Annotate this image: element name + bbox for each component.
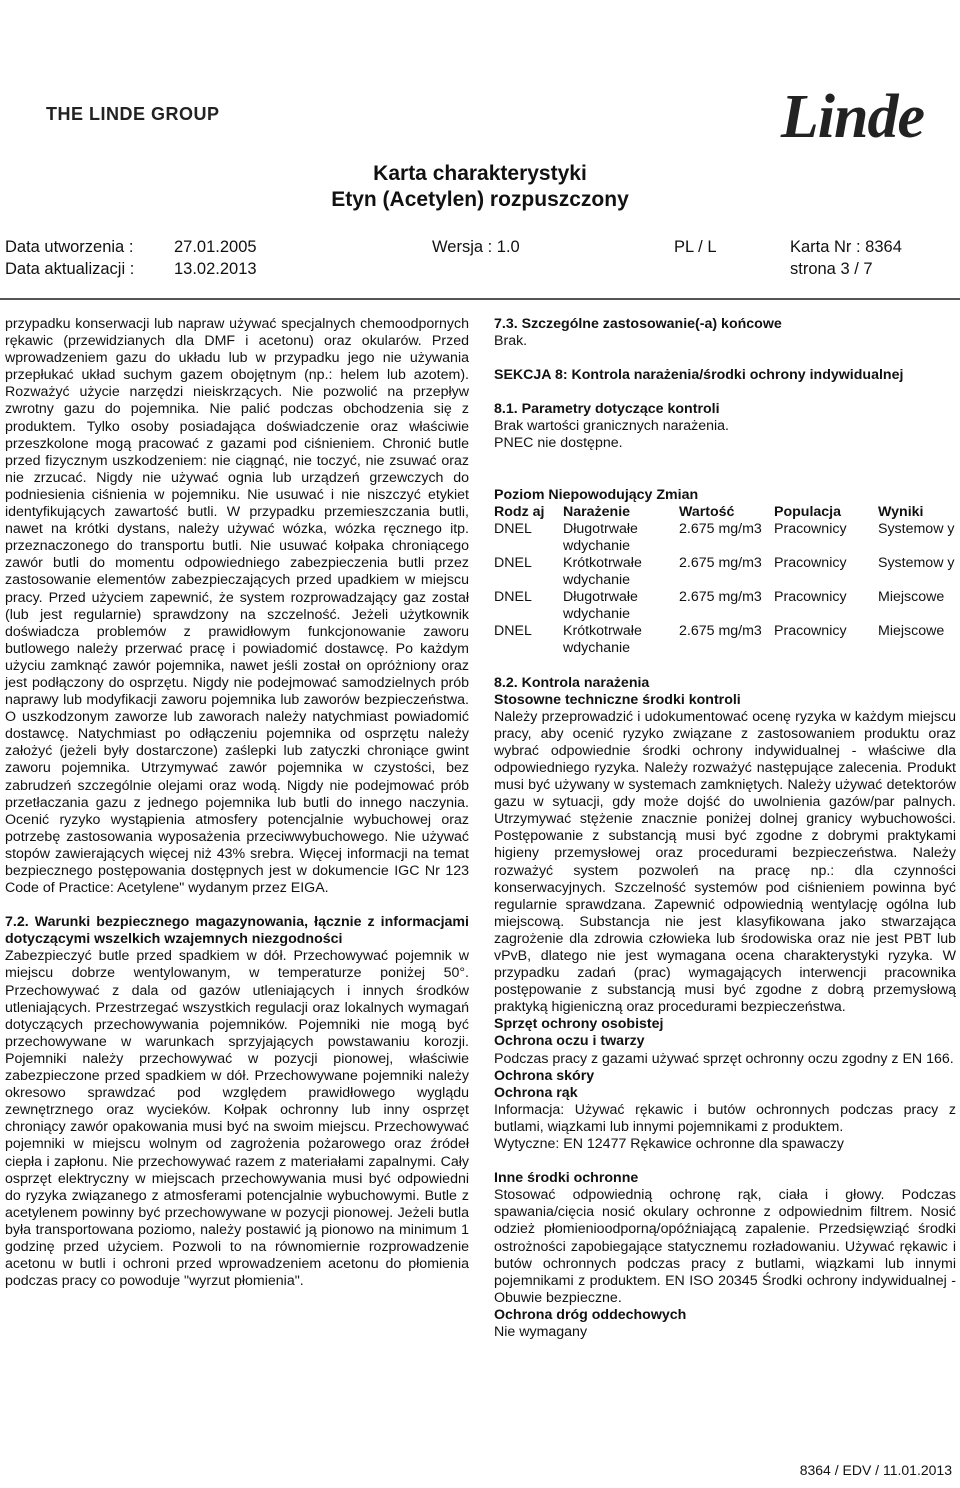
table-header-cell: Rodz aj [494,503,545,520]
table-cell: Pracownicy [774,520,847,537]
section-8-heading: SEKCJA 8: Kontrola narażenia/środki ochrony indywidualnej [494,367,904,384]
updated-label: Data aktualizacji : [5,260,135,278]
table-cell: Pracownicy [774,554,847,571]
created-label: Data utworzenia : [5,238,134,256]
hand-protection-guideline: Wytyczne: EN 12477 Rękawice ochronne dla spawaczy [494,1136,845,1153]
table-cell: Krótkotrwałe wdychanie [563,623,642,657]
table-row [494,589,956,623]
left-column [5,316,469,1290]
table-cell: Systemow y [878,520,955,537]
dnel-table-title: Poziom Niepowodujący Zmian [494,486,699,503]
table-cell: Długotrwałe wdychanie [563,589,638,623]
other-protection-heading: Inne środki ochronne [494,1170,639,1187]
table-cell: Miejscowe [878,589,945,606]
table-header-row [494,504,956,521]
created-value: 27.01.2005 [174,238,257,256]
updated-value: 13.02.2013 [174,260,257,278]
table-cell: Miejscowe [878,623,945,640]
other-protection-text: Stosować odpowiednią ochronę rąk, ciała i głowy. Podczas spawania/cięcia nosić okulary ochronne z odpowiednim filtrem. Nosić odzież płomienioodporną/opóźniającą zapalenie. Przedsięwziąć środki ostrożności zapobiegające statycznemu rozładowaniu. Używać rękawic i butów ochronnych podczas pracy z butlami, wiązkami lub innymi pojemnikami z produktem. EN ISO 20345 Środki ochrony indywidualnej - Obuwie bezpieczne. [494,1187,956,1306]
storage-paragraph: Zabezpieczyć butle przed spadkiem w dół. Przechowywać pojemnik w miejscu dobrze wentylowanym, w temperaturze poniżej 50°. Przechowywać z dala od gazów utleniających i innych środków utleniających. Przestrzegać wszystkich regulacji oraz lokalnych wymagań dotyczących przechowywania pojemników. Pojemniki nie mogą być przechowywane w warunkach sprzyjających powstawaniu korozji. Pojemniki należy przechowywać w pozycji pionowej, właściwie zabezpieczone przed spadkiem w dół. Przechowywane pojemniki należy okresowo sprawdzać pod względem prawidłowego wyglądu zewnętrznego oraz wycieków. Kołpak ochronny lub inny osprzęt chroniący zawór opakowania musi być na swoim miejscu. Przechowywać pojemniki w miejscu wolnym od zagrożenia pożarowego oraz źródeł ciepła i zapłonu. Nie przechowywać razem z materiałami zapalnymi. Cały osprzęt elektryczny w miejscach przechowywania musi być odpowiedni do ryzyka związanego z atmosferami potencjalnie wybuchowymi. Butle z acetylenem powinny być przechowywane w pozycji pionowej. Jeżeli butla była transportowana poziomo, należy postawić ją pionowo na minimum 1 godzinę przed użyciem. Pozwoli to na równomiernie rozprowadzenie acetonu w butli i ochroni przed wprowadzeniem acetonu do płomienia podczas pracy co powoduje "wyrzut płomienia". [5,948,469,1290]
table-cell: DNEL [494,589,532,606]
handling-paragraph: przypadku konserwacji lub napraw używać specjalnych chemoodpornych rękawic (przewidzianych dla DMF i acetonu) oraz okularów. Przed wprowadzeniem gazu do układu lub w przypadku jego nie używania przepłukać układ suchym gazem obojętnym (np.: helem lub azotem). Rozważyć użycie narzędzi nieiskrzących. Nie pozwolić na przepływ zwrotny gazu do pojemnika. Nie palić podczas obchodzenia się z produktem. Tylko osoby posiadająca doświadczenie oraz właściwie przeszkolone mogą pracować z gazami pod ciśnieniem. Chronić butle przed fizycznym uszkodzeniem: nie ciągnąć, nie toczyć, nie zsuwać oraz nie zrzucać. Nigdy nie używać ognia lub urządzeń grzewczych do podniesienia ciśnienia w pojemniku. Nie usuwać i nie niszczyć etykiet identyfikujących zawartość butli. W przypadku przemieszczania butli, nawet na krótki dystans, należy używać wózka, wózka ręcznego itp. przeznaczonego do transportu butli. Nie usuwać kołpaka chroniącego zawór butli do momentu odpowiedniego zabezpieczenia butli przez zastosowanie elementów zabezpieczających przed upadkiem w miejscu pracy. Przed użyciem zapewnić, że system rozprowadzający gaz został (lub jest regularnie) sprawdzony na szczelność. Jeżeli użytkownik doświadcza problemów z prawidłowym funkcjonowanie zaworu butlowego należy przerwać pracę i powiadomić dostawcę. Po każdym użyciu zamknąć zawór pojemnika, nawet jeśli został on opróżniony oraz jest podłączony do osprzętu. Nigdy nie podejmować samodzielnych prób naprawy lub modyfikacji zaworu pojemnika lub zaworów bezpieczeństwa. O uszkodzonym zaworze lub zaworach należy natychmiast powiadomić dostawcę. Natychmiast po odłączeniu pojemnika od osprzętu należy założyć (jeżeli były dostarczone) zaślepki lub zatyczki chroniące gwint zaworu pojemnika. Utrzymywać zawór pojemnika w czystości, bez zabrudzeń szczególnie olejami oraz wodą. Nigdy nie podejmować prób przetłaczania gazu z jednego pojemnika lub butli do innego naczynia. Ocenić ryzyko wystąpienia atmosfery potencjalnie wybuchowej oraz potrzebę zastosowania wyposażenia przeciwwybuchowego. Nie używać stopów zawierających więcej niż 43% srebra. Więcej informacji na temat bezpiecznego postępowania dostępnych jest w dokumencie IGC Nr 123 Code of Practice: Acetylene" wydanym przez EIGA. [5,316,469,897]
hand-protection-heading: Ochrona rąk [494,1084,578,1101]
table-cell: Krótkotrwałe wdychanie [563,554,642,589]
eye-protection-text: Podczas pracy z gazami używać sprzęt ochronny oczu zgodny z EN 166. [494,1050,954,1067]
technical-controls-text: Należy przeprowadzić i udokumentować ocenę ryzyka w każdym miejscu pracy, aby ocenić ryzyko związane z zastosowaniem produktu oraz wybrać odpowiednie środki ochrony indywidualnej - właściwe dla odpowiedniego ryzyka. Należy rozważyć następujące zalecenia. Produkt musi być używany w systemach zamkniętych. Należy używać detektorów gazu w sytuacji, gdy może dojść do uwolnienia gazów/par palnych. Utrzymywać stężenie znacznie poniżej dolnej granicy wybuchowości. Postępowanie z substancją musi być zgodne z dobrymi praktykami higieny przemysłowej oraz procedurami bezpieczeństwa. Należy rozważyć system pozwoleń na pracę np.: dla czynności konserwacyjnych. Szczelność systemów pod ciśnieniem powinna być regularnie sprawdzana. Zapewnić odpowiednią wentylację ogólna lub miejscową. Substancja nie jest klasyfikowana jako stwarzająca zagrożenie dla zdrowia człowieka lub środowiska oraz nie jest PBT lub vPvB, dlatego nie jest wymagana ocena charakterystyki ryzyka. W przypadku zadań (prac) wymagających interwencji pracownika postępowanie z substancją musi być zgodne z dobrą przemysłową praktyką higieniczną oraz procedurami bezpieczeństwa. [494,708,956,1016]
table-cell: DNEL [494,520,532,537]
section-8-1-heading: 8.1. Parametry dotyczące kontroli [494,401,720,418]
header-divider [0,298,960,300]
table-header-cell: Populacja [774,503,842,520]
table-row [494,623,956,657]
dnel-table [494,504,956,658]
linde-group-logo: THE LINDE GROUP [46,104,220,124]
page-number: strona 3 / 7 [790,260,873,278]
section-7-3-heading: 7.3. Szczególne zastosowanie(-a) końcowe [494,316,782,332]
table-header-cell: Wyniki [878,503,924,520]
table-cell: 2.675 mg/m3 [679,623,762,640]
skin-protection-heading: Ochrona skóry [494,1067,595,1084]
section-7-3-text: Brak. [494,333,528,350]
table-cell: Pracownicy [774,589,847,606]
table-row [494,521,956,555]
footer-reference: 8364 / EDV / 11.01.2013 [799,1462,952,1478]
section-7-2-heading: 7.2. Warunki bezpiecznego magazynowania, łącznie z informacjami dotyczącymi wszelkich wzajemnych niezgodności [5,914,469,948]
section-8-1-text-b: PNEC nie dostępne. [494,435,623,452]
technical-controls-heading: Stosowne techniczne środki kontroli [494,691,741,708]
table-cell: Długotrwałe wdychanie [563,520,638,554]
table-row [494,555,956,589]
hand-protection-info: Informacja: Używać rękawic i butów ochronnych podczas pracy z butlami, wiązkami lub innymi pojemnikami z produktem. [494,1101,956,1135]
table-cell: 2.675 mg/m3 [679,520,762,537]
table-header-cell: Narażenie [563,503,631,520]
linde-logo: Linde [780,83,924,151]
document-title: Karta charakterystyki [373,162,587,185]
table-cell: Pracownicy [774,623,847,640]
table-cell: 2.675 mg/m3 [679,589,762,606]
respiratory-protection-heading: Ochrona dróg oddechowych [494,1306,687,1323]
section-8-2-heading: 8.2. Kontrola narażenia [494,674,650,691]
section-8-1-text-a: Brak wartości granicznych narażenia. [494,418,729,435]
version: Wersja : 1.0 [432,238,520,256]
table-cell: 2.675 mg/m3 [679,554,762,571]
table-cell: DNEL [494,554,532,571]
table-header-cell: Wartość [679,503,735,520]
table-cell: DNEL [494,623,532,640]
eye-protection-heading: Ochrona oczu i twarzy [494,1033,645,1050]
table-cell: Systemow y [878,554,955,571]
card-number: Karta Nr : 8364 [790,238,902,256]
ppe-heading: Sprzęt ochrony osobistej [494,1016,664,1033]
right-column [494,316,956,1341]
language-code: PL / L [674,238,717,256]
respiratory-protection-text: Nie wymagany [494,1323,588,1340]
document-subtitle: Etyn (Acetylen) rozpuszczony [331,188,629,211]
